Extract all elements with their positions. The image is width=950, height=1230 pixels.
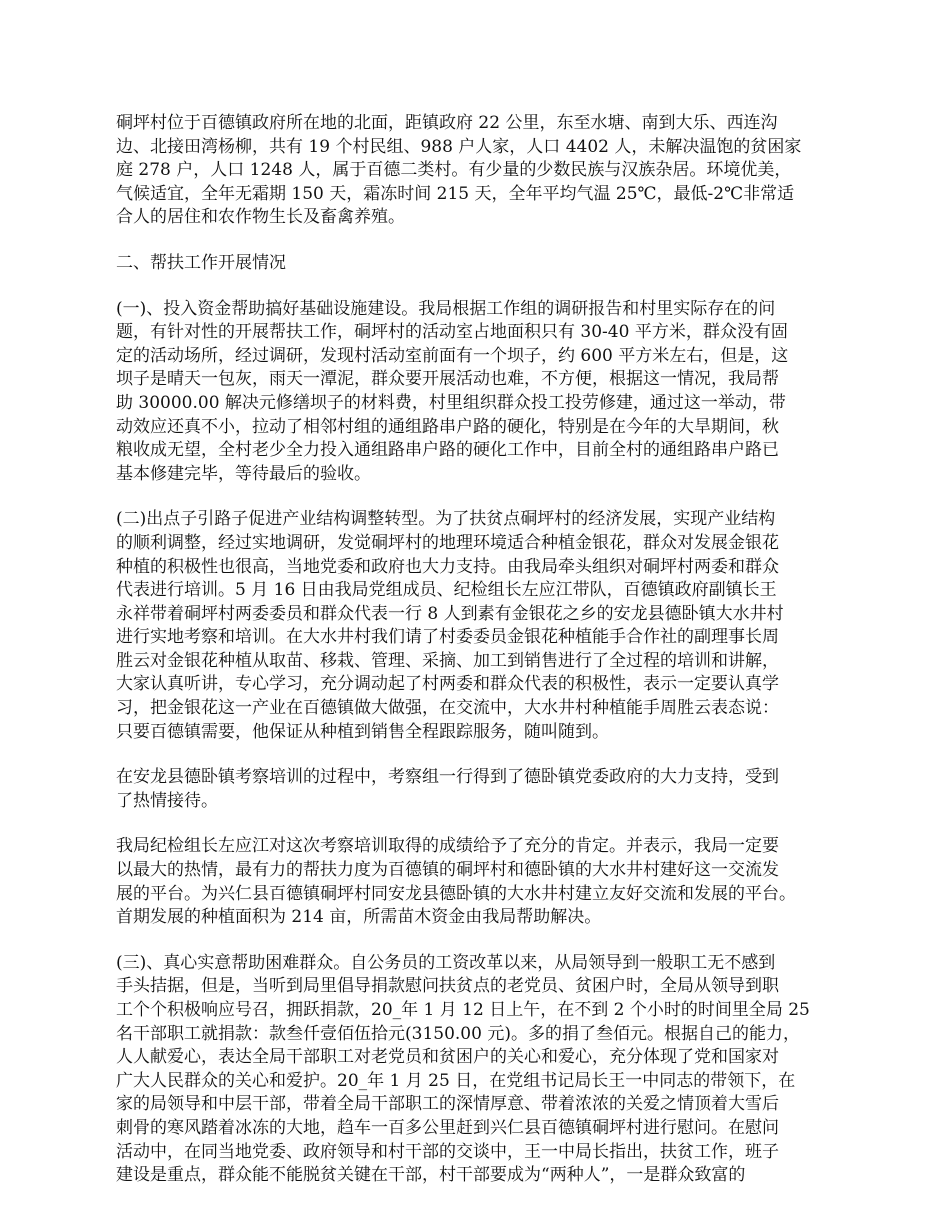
text-line: 习，把金银花这一产业在百德镇做大做强，在交流中，大水井村种植能手周胜云表态说：: [116, 698, 779, 719]
text-line: 题，有针对性的开展帮扶工作，硐坪村的活动室占地面积只有 30-40 平方米，群众没有固: [116, 322, 788, 343]
paragraph-industry-restructuring: [116, 508, 850, 744]
text-line: (二)出点子引路子促进产业结构调整转型。为了扶贫点硐坪村的经济发展，实现产业结构: [116, 509, 776, 530]
text-line: 我局纪检组长左应江对这次考察培训取得的成绩给予了充分的肯定。并表示，我局一定要: [116, 836, 779, 857]
paragraph-infrastructure: [116, 298, 850, 487]
text-line: 坝子是晴天一包灰，雨天一潭泥，群众要开展活动也难，不方便，根据这一情况，我局帮: [116, 369, 779, 390]
text-line: 边、北接田湾杨柳，共有 19 个村民组、988 户人家，人口 4402 人，未解决温饱的贫困家: [116, 136, 802, 157]
text-line: 种植的积极性也很高，当地党委和政府也大力支持。由我局牵头组织对硐坪村两委和群众: [116, 556, 779, 577]
text-line: 助 30000.00 解决元修缮坝子的材料费，村里组织群众投工投劳修建，通过这一举动，带: [116, 392, 786, 413]
text-line: 广大人民群众的关心和爱护。20_年 1 月 25 日，在党组书记局长王一中同志的带领下，在: [116, 1070, 796, 1091]
text-line: 只要百德镇需要，他保证从种植到销售全程跟踪服务，随叫随到。: [116, 721, 609, 742]
section-heading: [116, 252, 850, 276]
document-page: [116, 112, 850, 1210]
text-line: 进行实地考察和培训。在大水井村我们请了村委委员金银花种植能手合作社的副理事长周: [116, 627, 779, 648]
text-line: 以最大的热情，最有力的帮扶力度为百德镇的硐坪村和德卧镇的大水井村建好这一交流发: [116, 860, 779, 881]
text-line: 家的局领导和中层干部，带着全局干部职工的深情厚意、带着浓浓的关爱之情顶着大雪后: [116, 1094, 779, 1115]
paragraph-village-overview: [116, 112, 850, 230]
heading-text: 二、帮扶工作开展情况: [116, 252, 286, 273]
text-line: (一)、投入资金帮助搞好基础设施建设。我局根据工作组的调研报告和村里实际存在的问: [116, 298, 776, 319]
paragraph-helping-families: [116, 952, 850, 1188]
text-line: 展的平台。为兴仁县百德镇硐坪村同安龙县德卧镇的大水井村建立友好交流和发展的平台。: [116, 883, 796, 904]
text-line: 胜云对金银花种植从取苗、移栽、管理、采摘、加工到销售进行了全过程的培训和讲解，: [116, 650, 779, 671]
text-line: 首期发展的种植面积为 214 亩，所需苗木资金由我局帮助解决。: [116, 907, 602, 928]
text-line: 庭 278 户，人口 1248 人，属于百德二类村。有少量的少数民族与汉族杂居。环境优美，: [116, 160, 792, 181]
text-line: 合人的居住和农作物生长及畜禽养殖。: [116, 207, 405, 228]
text-line: 名干部职工就捐款：款叁仟壹佰伍拾元(3150.00 元)。多的捐了叁佰元。根据自己的能力，: [116, 1023, 800, 1044]
text-line: 代表进行培训。5 月 16 日由我局党组成员、纪检组长左应江带队，百德镇政府副镇长王: [116, 580, 777, 601]
text-line: 建设是重点，群众能不能脱贫关键在干部，村干部要成为“两种人”，一是群众致富的: [116, 1165, 746, 1186]
text-line: 定的活动场所，经过调研，发现村活动室前面有一个坝子，约 600 平方米左右，但是，这: [116, 345, 789, 366]
text-line: 硐坪村位于百德镇政府所在地的北面，距镇政府 22 公里，东至水塘、南到大乐、西连沟: [116, 113, 778, 133]
text-line: 在安龙县德卧镇考察培训的过程中，考察组一行得到了德卧镇党委政府的大力支持，受到: [116, 767, 779, 788]
text-line: 刺骨的寒风踏着冰冻的大地，趋车一百多公里赶到兴仁县百德镇硐坪村进行慰问。在慰问: [116, 1117, 779, 1138]
text-line: 的顺利调整，经过实地调研，发觉硐坪村的地理环境适合种植金银花，群众对发展金银花: [116, 532, 779, 553]
text-line: 基本修建完毕，等待最后的验收。: [116, 463, 371, 484]
text-line: 永祥带着硐坪村两委委员和群众代表一行 8 人到素有金银花之乡的安龙县德卧镇大水井村: [116, 603, 784, 624]
text-line: 动效应还真不小，拉动了相邻村组的通组路串户路的硬化，特别是在今年的大旱期间，秋: [116, 416, 779, 437]
text-line: 手头拮据，但是，当听到局里倡导捐款慰问扶贫点的老党员、贫困户时，全局从领导到职: [116, 976, 779, 997]
text-line: 气候适宜，全年无霜期 150 天，霜冻时间 215 天，全年平均气温 25℃，最低-2℃非常适: [116, 183, 795, 204]
text-line: 工个个积极响应号召，拥跃捐款，20_年 1 月 12 日上午，在不到 2 个小时的时间里全局 25: [116, 1000, 810, 1020]
paragraph-affirmation: [116, 835, 850, 929]
text-line: 人人献爱心，表达全局干部职工对老党员和贫困户的关心和爱心，充分体现了党和国家对: [116, 1047, 779, 1068]
text-line: 粮收成无望，全村老少全力投入通组路串户路的硬化工作中，目前全村的通组路串户路已: [116, 440, 779, 461]
text-line: (三)、真心实意帮助困难群众。自公务员的工资改革以来，从局领导到一般职工无不感到: [116, 952, 776, 973]
paragraph-study-tour: [116, 766, 850, 813]
text-line: 活动中，在同当地党委、政府领导和村干部的交谈中，王一中局长指出，扶贫工作，班子: [116, 1141, 779, 1162]
text-line: 大家认真听讲，专心学习，充分调动起了村两委和群众代表的积极性，表示一定要认真学: [116, 674, 779, 695]
text-line: 了热情接待。: [116, 790, 218, 811]
